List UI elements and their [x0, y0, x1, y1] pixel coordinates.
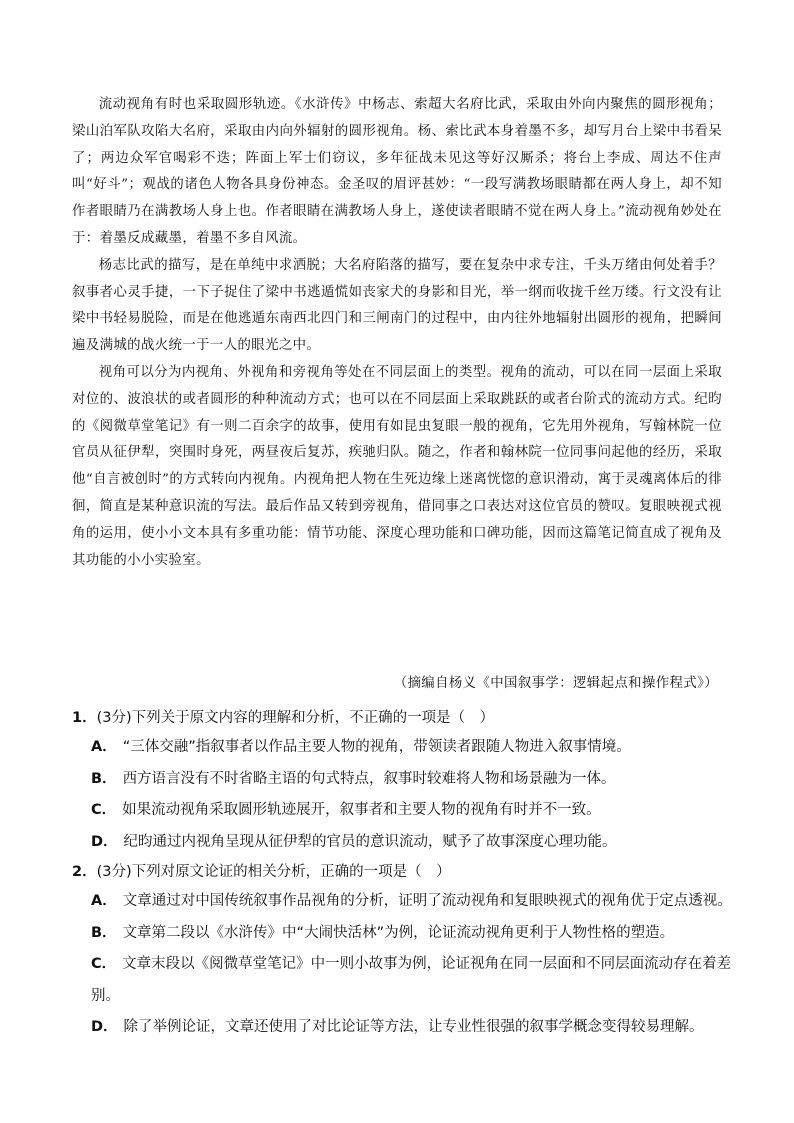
option-letter: B． [91, 770, 117, 787]
questions-section [72, 704, 732, 1044]
option-text: 纪昀通过内视角呈现从征伊犁的官员的意识流动，赋予了故事深度心理功能。 [123, 833, 617, 850]
option-list [91, 732, 732, 858]
option-a [91, 732, 732, 764]
option-letter: C． [91, 802, 117, 818]
question-number: 2． [72, 864, 97, 880]
question-text: (3分)下列关于原文内容的理解和分析，不正确的一项是（ ） [96, 710, 495, 726]
question-number: 1． [72, 710, 97, 726]
option-letter: B． [91, 924, 117, 941]
reading-passage [72, 92, 722, 574]
option-text: 文章第二段以《水浒传》中“大闹快活林”为例，论证流动视角更利于人物性格的塑造。 [122, 924, 675, 941]
option-letter: A． [91, 739, 117, 755]
option-d [91, 1012, 732, 1044]
passage-source: （摘编自杨义《中国叙事学：逻辑起点和操作程式》） [393, 676, 718, 691]
option-d [91, 827, 732, 859]
option-b [91, 764, 732, 796]
option-a [91, 886, 732, 918]
question-stem [72, 704, 732, 732]
option-letter: D． [91, 833, 118, 850]
passage-paragraph-2: 杨志比武的描写，是在单纯中求洒脱；大名府陷落的描写，要在复杂中求专注，千头万绪由何处着手？叙事者心灵手捷，一下子捉住了梁中书逃遁慌如丧家犬的身影和目光，举一纲而收拢千丝万缕。行文没有让梁中书轻易脱险，而是在他逃遁东南西北四门和三闸南门的过程中，由内往外地辐射出圆形的视角，把瞬间遍及满城的战火统一于一人的眼光之中。 [72, 257, 722, 354]
passage-paragraph-3: 视角可以分为内视角、外视角和旁视角等处在不同层面上的类型。视角的流动，可以在同一层面上采取对位的、波浪状的或者圆形的种种流动方式；也可以在不同层面上采取跳跃的或者台阶式的流动方式。纪昀的《阅微草堂笔记》有一则二百余字的故事，使用有如昆虫复眼一般的视角，它先用外视角，写翰林院一位官员从征伊犁，突围时身死，两昼夜后复苏，疾驰归队。随之，作者和翰林院一位同事问起他的经历，采取他“自言被创时”的方式转向内视角。内视角把人物在生死边缘上迷离恍惚的意识滑动，寓于灵魂离体后的徘徊，简直是某种意识流的写法。最后作品又转到旁视角，借同事之口表达对这位官员的赞叹。复眼映视式视角的运用，使小小文本具有多重功能：情节功能、深度心理功能和口碑功能，因而这篇笔记简直成了视角及其功能的小小实验室。 [72, 364, 722, 568]
option-text: “三体交融”指叙事者以作品主要人物的视角，带领读者跟随人物进入叙事情境。 [122, 739, 631, 755]
option-list [91, 886, 732, 1044]
option-b [91, 918, 732, 950]
option-text: 文章通过对中国传统叙事作品视角的分析，证明了流动视角和复眼映视式的视角优于定点透视。 [122, 893, 732, 909]
question-stem [72, 858, 732, 886]
option-text: 文章末段以《阅微草堂笔记》中一则小故事为例，论证视角在同一层面和不同层面流动存在着差别。 [91, 956, 732, 1004]
option-c [91, 795, 732, 827]
passage-paragraph-1: 流动视角有时也采取圆形轨迹。《水浒传》中杨志、索超大名府比武，采取由外向内聚焦的圆形视角；梁山泊军队攻陷大名府，采取由内向外辐射的圆形视角。杨、索比武本身着墨不多，却写月台上梁中书看呆了；两边众军官喝彩不迭；阵面上军士们窃议，多年征战未见这等好汉厮杀；将台上李成、周达不住声叫“好斗”；观战的诸色人物各具身份神态。金圣叹的眉评甚妙：“一段写满教场眼睛都在两人身上，却不知作者眼睛乃在满教场人身上也。作者眼睛在满教场人身上，遂使读者眼睛不觉在两人身上。”流动视角妙处在于：着墨反成藏墨，着墨不多自风流。 [72, 97, 722, 246]
option-letter: A． [91, 893, 117, 909]
question-1 [72, 704, 732, 858]
option-text: 除了举例论证，文章还使用了对比论证等方法，让专业性很强的叙事学概念变得较易理解。 [123, 1019, 704, 1035]
question-text: (3分)下列对原文论证的相关分析，正确的一项是（ ） [96, 864, 451, 880]
question-2 [72, 858, 732, 1044]
option-letter: D． [91, 1019, 118, 1035]
option-text: 如果流动视角采取圆形轨迹展开，叙事者和主要人物的视角有时并不一致。 [122, 802, 601, 818]
option-c [91, 949, 732, 1012]
option-text: 西方语言没有不时省略主语的句式特点，叙事时较难将人物和场景融为一体。 [122, 770, 616, 787]
option-letter: C． [91, 956, 117, 972]
